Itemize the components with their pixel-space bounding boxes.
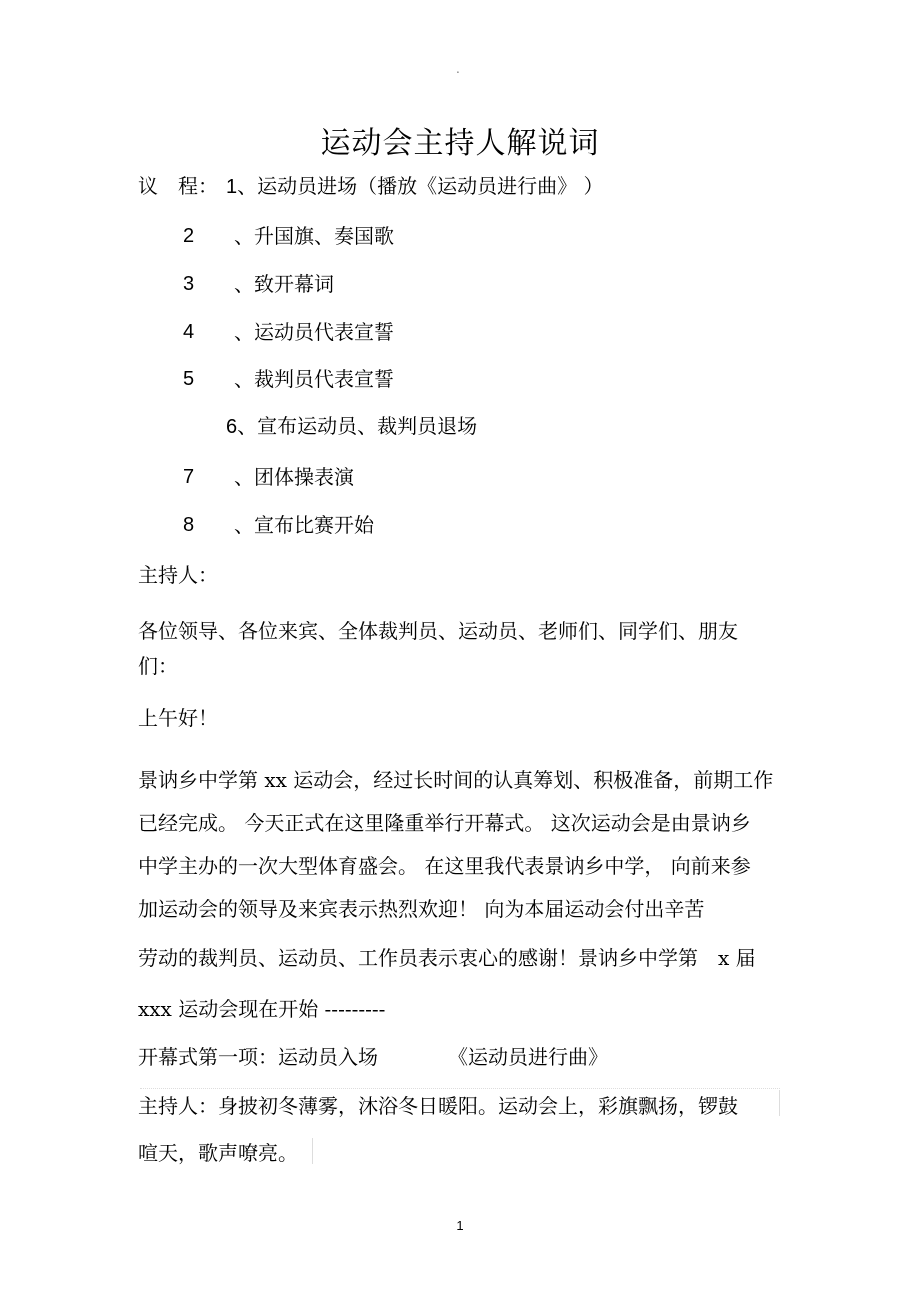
host-speech-line: 喧天，歌声嘹亮。 [138,1141,298,1165]
host-speech-line: 主持人：身披初冬薄雾，沐浴冬日暖阳。运动会上，彩旗飘扬，锣鼓 [138,1094,738,1118]
paragraph-line: 中学主办的一次大型体育盛会。 在这里我代表景讷乡中学， 向前来参 [138,854,751,878]
agenda-number: 6 [226,416,238,438]
ceremony-item-label: 开幕式第一项：运动员入场 [138,1045,378,1069]
agenda-text: 、运动员代表宣誓 [234,320,394,344]
agenda-number: 8 [183,514,195,536]
ceremony-item-music: 《运动员进行曲》 [448,1045,608,1069]
agenda-item-6 [226,412,477,441]
document-title: 运动会主持人解说词 [320,126,600,161]
agenda-text: 、宣布运动员、裁判员退场 [237,414,478,438]
header-mark: . [456,62,460,76]
agenda-text: 、运动员进场（播放《运动员进行曲》 ） [237,174,604,198]
greeting-line: 各位领导、各位来宾、全体裁判员、运动员、老师们、同学们、朋友 [138,619,738,643]
text-guide-line [779,1090,780,1116]
agenda-number: 4 [183,321,195,343]
paragraph-line: 加运动会的领导及来宾表示热烈欢迎！ 向为本届运动会付出辛苦 [138,897,705,921]
agenda-number: 7 [183,466,195,488]
paragraph-line: 劳动的裁判员、运动员、工作员表示衷心的感谢！景讷乡中学第 x 届 [138,946,756,970]
agenda-text: 、升国旗、奏国歌 [234,224,394,248]
greeting-line: 们： [138,654,178,678]
agenda-number: 2 [183,225,195,247]
agenda-text: 、团体操表演 [234,465,354,489]
agenda-number: 1 [226,176,238,198]
agenda-text: 、裁判员代表宣誓 [234,367,394,391]
agenda-label: 议 程： [138,174,218,198]
agenda-number: 5 [183,368,195,390]
page-number: 1 [456,1218,464,1233]
host-label: 主持人： [138,563,218,587]
agenda-item-1 [226,172,603,201]
paragraph-line: 已经完成。 今天正式在这里隆重举行开幕式。 这次运动会是由景讷乡 [138,811,751,835]
agenda-text: 、宣布比赛开始 [234,513,374,537]
agenda-number: 3 [183,273,195,295]
paragraph-line: xxx 运动会现在开始 --------- [138,997,386,1021]
agenda-text: 、致开幕词 [234,272,334,296]
text-guide-line [140,1088,780,1089]
morning-greeting: 上午好！ [138,706,218,730]
text-guide-line [312,1138,313,1164]
paragraph-line: 景讷乡中学第 xx 运动会，经过长时间的认真筹划、积极准备，前期工作 [138,768,774,792]
